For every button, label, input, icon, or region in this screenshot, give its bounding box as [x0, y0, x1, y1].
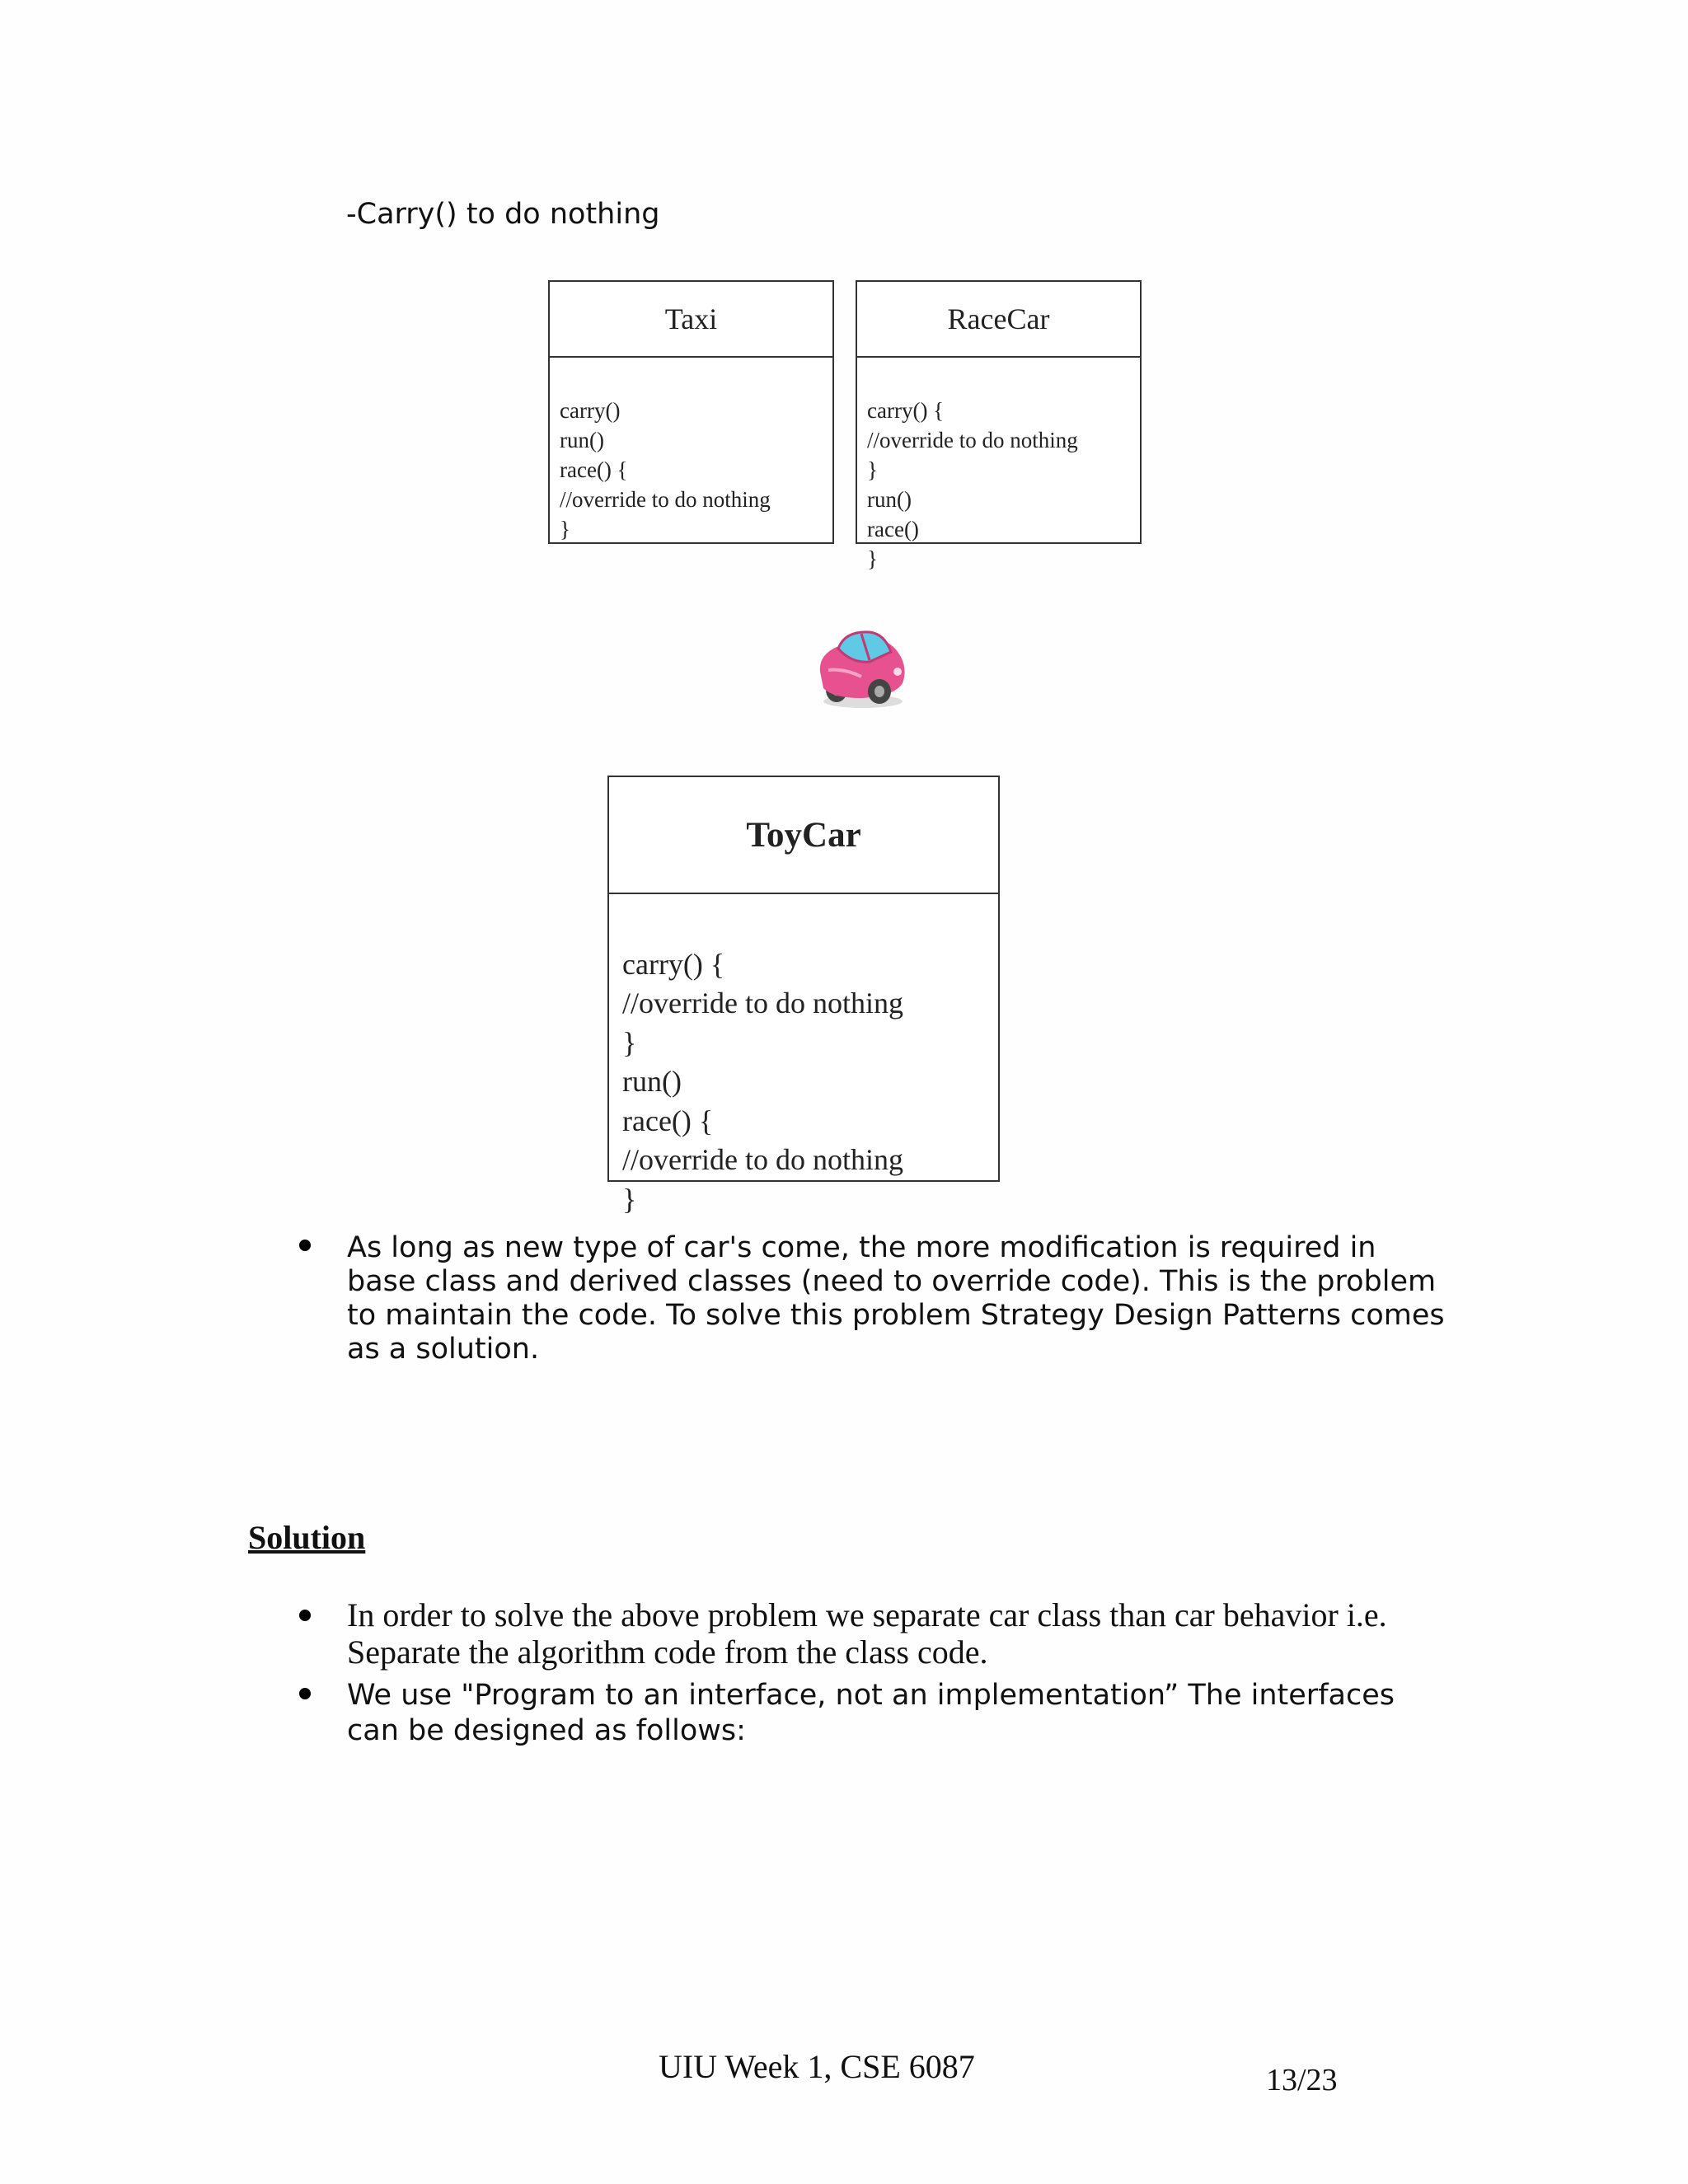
bullet-icon: [299, 1240, 311, 1251]
taxi-method: race() {: [560, 457, 628, 482]
toycar-class-name: ToyCar: [609, 777, 998, 894]
toycar-method: //override to do nothing: [622, 987, 903, 1019]
bullet-icon: [299, 1688, 311, 1699]
footer-page-number: 13/23: [1266, 2063, 1338, 2097]
toycar-method: }: [622, 1025, 637, 1059]
taxi-class-box: [548, 280, 834, 544]
taxi-method: }: [560, 517, 570, 541]
racecar-method: carry() {: [867, 398, 945, 423]
bullet-icon: [299, 1610, 311, 1621]
racecar-method: }: [867, 546, 878, 571]
taxi-method: run(): [560, 428, 604, 452]
racecar-method: }: [867, 457, 878, 482]
toycar-method: carry() {: [622, 947, 725, 981]
toycar-method: //override to do nothing: [622, 1143, 903, 1176]
taxi-method: carry(): [560, 398, 621, 423]
pink-toy-car-icon: [812, 622, 911, 713]
taxi-class-methods: [550, 358, 832, 603]
solution-bullet-2: We use "Program to an interface, not an implementation” The interfaces can be designed as follows:: [347, 1679, 1395, 1747]
racecar-class-methods: [857, 358, 1140, 633]
toycar-method: run(): [622, 1065, 682, 1098]
toycar-method: }: [622, 1182, 637, 1216]
toycar-class-box: [607, 776, 1000, 1216]
racecar-class-name: RaceCar: [857, 282, 1140, 358]
footer-course: UIU Week 1, CSE 6087: [659, 2048, 975, 2085]
racecar-method: race(): [867, 517, 919, 541]
intro-line: -Carry() to do nothing: [346, 198, 660, 231]
problem-paragraph: As long as new type of car's come, the more modification is required in base class and derived classes (need to override code). This is the problem to maintain the code. To solve this problem Strategy Design Patterns comes as a solution.: [347, 1231, 1445, 1366]
racecar-class-box: [856, 280, 1142, 571]
taxi-class-name: Taxi: [550, 282, 832, 358]
racecar-method: run(): [867, 487, 912, 512]
solution-heading: Solution: [248, 1519, 366, 1556]
toycar-method: race() {: [622, 1104, 714, 1137]
taxi-method: //override to do nothing: [560, 487, 771, 512]
racecar-method: //override to do nothing: [867, 428, 1078, 452]
solution-bullet-1: In order to solve the above problem we separate car class than car behavior i.e. Separate the algorithm code from the class code.: [347, 1596, 1387, 1671]
